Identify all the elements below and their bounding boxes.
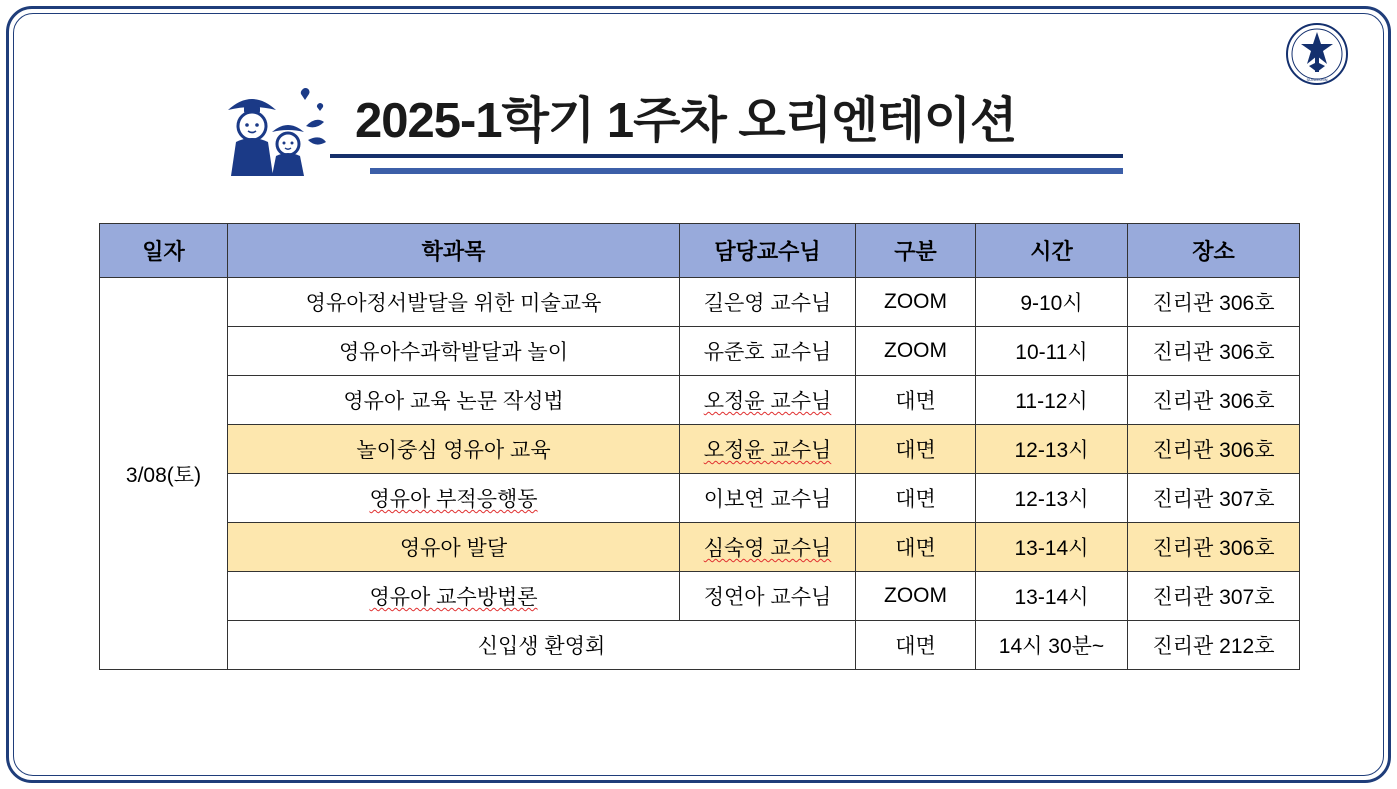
title-rule-secondary: [370, 168, 1123, 174]
place-cell: 진리관 212호: [1128, 621, 1300, 670]
column-header-date: 일자: [100, 224, 228, 278]
column-header-professor: 담당교수님: [680, 224, 856, 278]
time-cell: 9-10시: [976, 278, 1128, 327]
place-cell: 진리관 306호: [1128, 278, 1300, 327]
table-row-highlighted: [100, 523, 1300, 572]
subject-cell: 영유아 부적응행동: [228, 474, 680, 523]
professor-cell: 이보연 교수님: [680, 474, 856, 523]
schedule-table-container: [99, 223, 1299, 670]
subject-cell: 놀이중심 영유아 교육: [228, 425, 680, 474]
time-cell: 12-13시: [976, 474, 1128, 523]
column-header-place: 장소: [1128, 224, 1300, 278]
university-emblem-icon: [1285, 22, 1349, 86]
table-row: [100, 278, 1300, 327]
table-header-row: [100, 224, 1300, 278]
column-header-type: 구분: [856, 224, 976, 278]
time-cell: 13-14시: [976, 572, 1128, 621]
date-cell: 3/08(토): [100, 278, 228, 670]
subject-cell: 영유아수과학발달과 놀이: [228, 327, 680, 376]
type-cell: 대면: [856, 523, 976, 572]
professor-cell: 오정윤 교수님: [680, 376, 856, 425]
subject-cell: 영유아 교육 논문 작성법: [228, 376, 680, 425]
professor-cell: 정연아 교수님: [680, 572, 856, 621]
professor-cell: 유준호 교수님: [680, 327, 856, 376]
type-cell: 대면: [856, 425, 976, 474]
time-cell: 10-11시: [976, 327, 1128, 376]
type-cell: ZOOM: [856, 327, 976, 376]
type-cell: ZOOM: [856, 572, 976, 621]
type-cell: ZOOM: [856, 278, 976, 327]
time-cell: 11-12시: [976, 376, 1128, 425]
type-cell: 대면: [856, 474, 976, 523]
professor-cell: 심숙영 교수님: [680, 523, 856, 572]
subject-cell: 영유아 교수방법론: [228, 572, 680, 621]
place-cell: 진리관 306호: [1128, 376, 1300, 425]
place-cell: 진리관 307호: [1128, 572, 1300, 621]
type-cell: 대면: [856, 621, 976, 670]
subject-cell-welcome: 신입생 환영회: [228, 621, 856, 670]
time-cell: 12-13시: [976, 425, 1128, 474]
type-cell: 대면: [856, 376, 976, 425]
table-row: [100, 572, 1300, 621]
place-cell: 진리관 306호: [1128, 327, 1300, 376]
title-block: [200, 72, 1150, 192]
place-cell: 진리관 306호: [1128, 523, 1300, 572]
place-cell: 진리관 306호: [1128, 425, 1300, 474]
column-header-subject: 학과목: [228, 224, 680, 278]
schedule-table: [99, 223, 1300, 670]
subject-cell: 영유아정서발달을 위한 미술교육: [228, 278, 680, 327]
table-row-highlighted: [100, 425, 1300, 474]
page-title: 2025-1학기 1주차 오리엔테이션: [355, 94, 1017, 148]
time-cell: 14시 30분~: [976, 621, 1128, 670]
place-cell: 진리관 307호: [1128, 474, 1300, 523]
professor-cell: 길은영 교수님: [680, 278, 856, 327]
time-cell: 13-14시: [976, 523, 1128, 572]
mascot-illustration-icon: [210, 74, 350, 184]
table-row: [100, 327, 1300, 376]
subject-cell: 영유아 발달: [228, 523, 680, 572]
title-rule-primary: [330, 154, 1123, 158]
table-row: [100, 474, 1300, 523]
table-row: [100, 376, 1300, 425]
table-row-final: [100, 621, 1300, 670]
professor-cell: 오정윤 교수님: [680, 425, 856, 474]
column-header-time: 시간: [976, 224, 1128, 278]
svg-text:SUNGSHIN: SUNGSHIN: [1306, 77, 1328, 82]
